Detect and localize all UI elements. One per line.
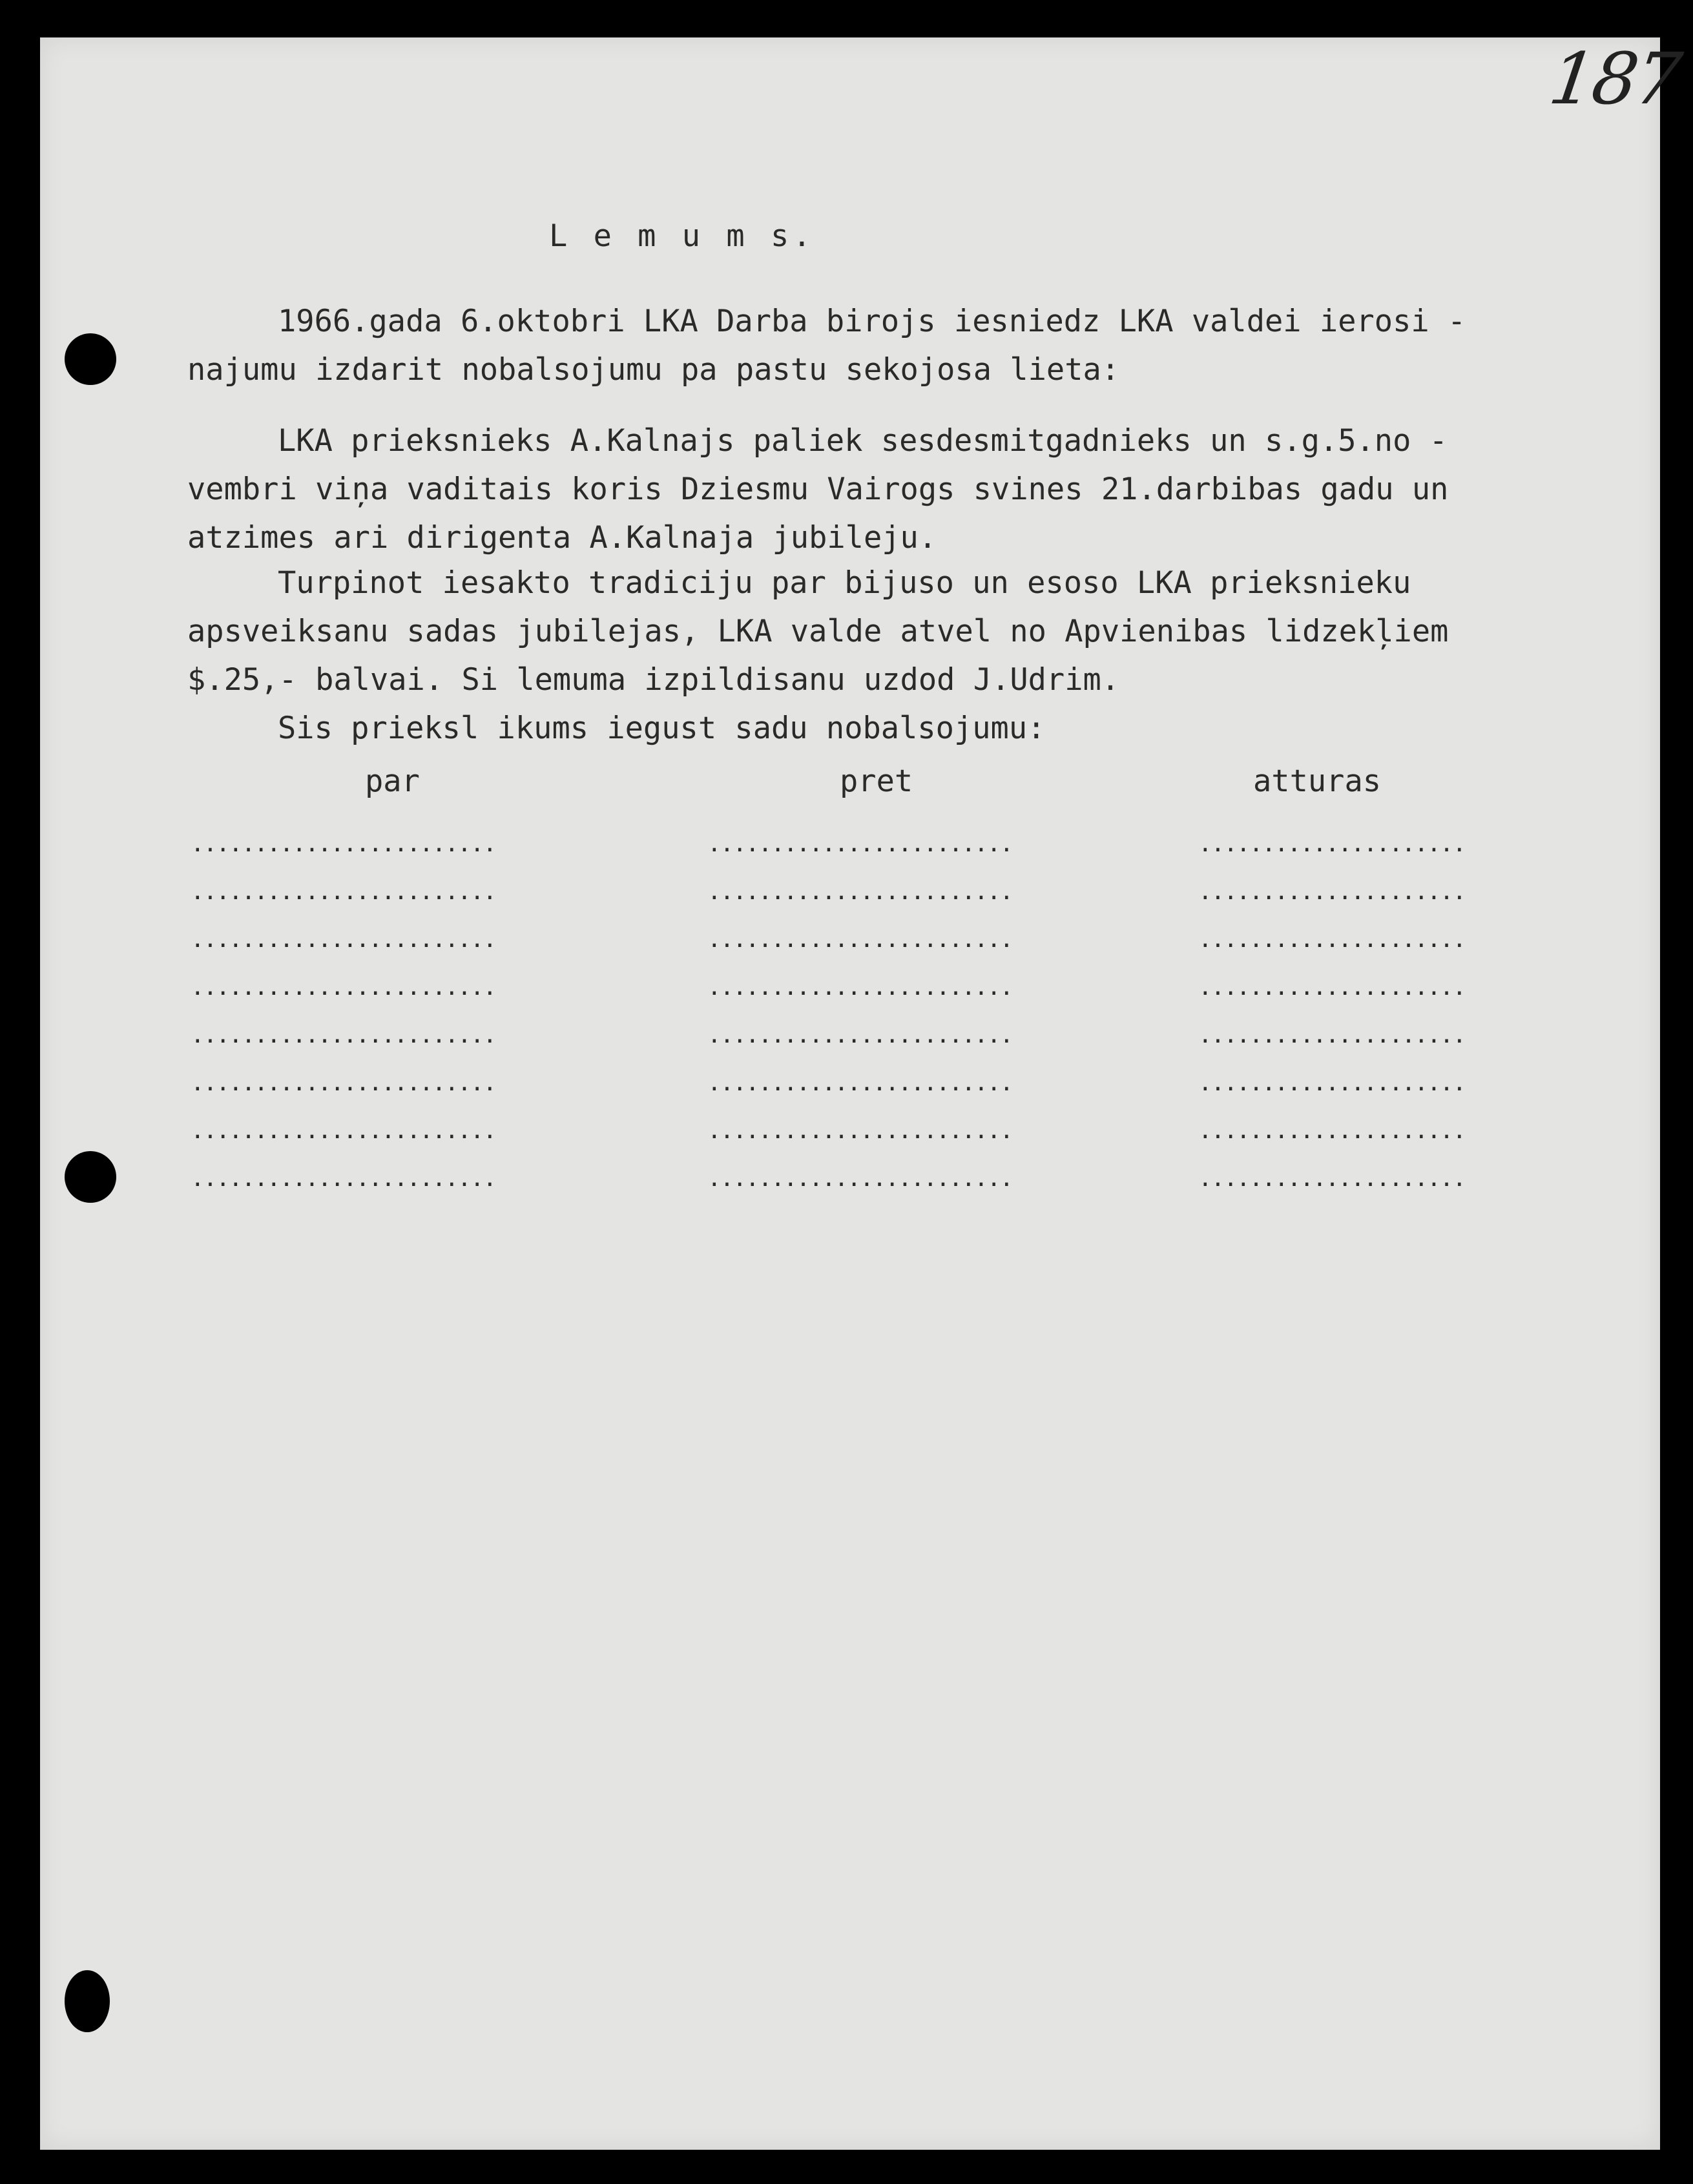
column-header-pret: pret: [840, 764, 913, 799]
signature-line: ........................: [707, 1070, 1013, 1096]
paragraph-line: najumu izdarit nobalsojumu pa pastu sekojosa lieta:: [187, 352, 1120, 388]
signature-line: ........................: [191, 1165, 496, 1192]
signature-line: ........................: [191, 974, 496, 1001]
signature-line: ........................: [191, 1022, 496, 1048]
signature-line: ........................: [191, 1070, 496, 1096]
signature-line: ........................: [191, 879, 496, 905]
punch-hole: [65, 1151, 116, 1203]
signature-line: .....................: [1198, 974, 1466, 1001]
handwritten-page-number: 187: [1544, 37, 1684, 120]
signature-line: ........................: [191, 926, 496, 953]
signature-line: ........................: [191, 831, 496, 857]
paragraph-line: $.25,- balvai. Si lemuma izpildisanu uzdod J.Udrim.: [187, 662, 1120, 698]
signature-column-par: [191, 820, 495, 1203]
paragraph-line: apsveiksanu sadas jubilejas, LKA valde atvel no Apvienibas lidzekļiem: [187, 614, 1449, 649]
signature-line: .....................: [1198, 879, 1466, 905]
signature-line: .....................: [1198, 1022, 1466, 1048]
paragraph-line: LKA prieksnieks A.Kalnajs paliek sesdesmitgadnieks un s.g.5.no -: [278, 423, 1448, 459]
signature-line: ........................: [191, 1118, 496, 1144]
signature-line: ........................: [707, 926, 1013, 953]
signature-line: ........................: [707, 974, 1013, 1001]
signature-line: .....................: [1198, 1165, 1466, 1192]
paragraph-line: vembri viņa vaditais koris Dziesmu Vairogs svines 21.darbibas gadu un: [187, 472, 1449, 507]
signature-line: .....................: [1198, 1070, 1466, 1096]
signature-column-atturas: [1198, 820, 1465, 1203]
paragraph-line: Turpinot iesakto tradiciju par bijuso un esoso LKA prieksnieku: [278, 565, 1411, 601]
paragraph-line: atzimes ari dirigenta A.Kalnaja jubileju.: [187, 520, 937, 556]
column-header-par: par: [365, 764, 420, 799]
signature-line: ........................: [707, 1118, 1013, 1144]
signature-line: .....................: [1198, 926, 1466, 953]
paragraph-line: 1966.gada 6.oktobri LKA Darba birojs iesniedz LKA valdei ierosi -: [278, 304, 1466, 339]
paragraph-line: Sis prieksl ikums iegust sadu nobalsojumu:: [278, 711, 1046, 746]
signature-column-pret: [707, 820, 1012, 1203]
column-header-atturas: atturas: [1253, 764, 1382, 799]
signature-line: ........................: [707, 879, 1013, 905]
signature-line: ........................: [707, 1022, 1013, 1048]
signature-line: .....................: [1198, 1118, 1466, 1144]
signature-line: .....................: [1198, 831, 1466, 857]
document-title: L e m u m s.: [549, 218, 815, 254]
signature-line: ........................: [707, 831, 1013, 857]
signature-line: ........................: [707, 1165, 1013, 1192]
punch-hole: [65, 1970, 110, 2032]
punch-hole: [65, 333, 116, 385]
